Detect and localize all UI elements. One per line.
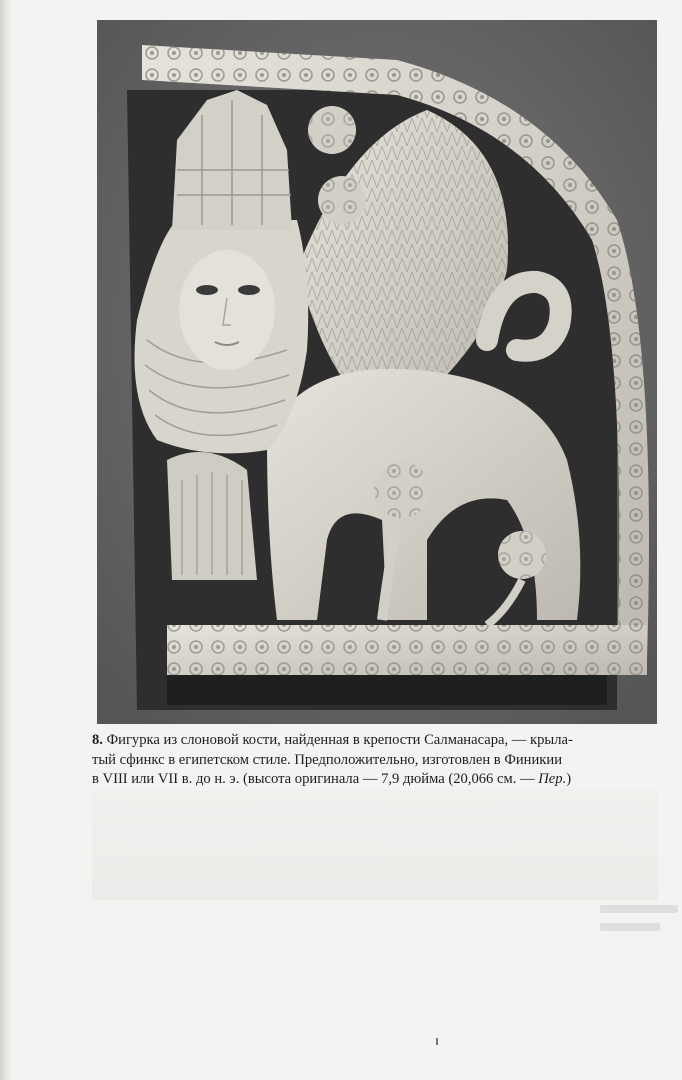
translator-note: Пер. <box>538 771 567 787</box>
page-binding-edge <box>0 0 12 1080</box>
figure-caption <box>92 731 658 790</box>
figure-number: 8. <box>92 732 103 748</box>
caption-line-2: тый сфинкс в египетском стиле. Предположительно, изготовлен в Финикии <box>92 751 563 768</box>
caption-line-3 <box>92 770 658 790</box>
figure-photo <box>97 20 657 724</box>
caption-text-1: Фигурка из слоновой кости, найденная в крепости Салманасара, — крыла- <box>102 732 573 748</box>
sphinx-face <box>179 250 275 370</box>
ivory-sphinx-illustration <box>97 20 657 724</box>
sphinx-left-eye <box>196 285 218 295</box>
caption-text-3: в VIII или VII в. до н. э. (высота оригинала — 7,9 дюйма (20,066 см. — <box>92 771 539 787</box>
caption-text-3-end: ) <box>566 771 572 787</box>
sphinx-right-eye <box>238 285 260 295</box>
page-mark <box>436 1038 438 1045</box>
bleed-through-lines <box>600 905 680 945</box>
caption-line-1 <box>92 731 658 751</box>
bleed-through-area <box>92 790 658 900</box>
